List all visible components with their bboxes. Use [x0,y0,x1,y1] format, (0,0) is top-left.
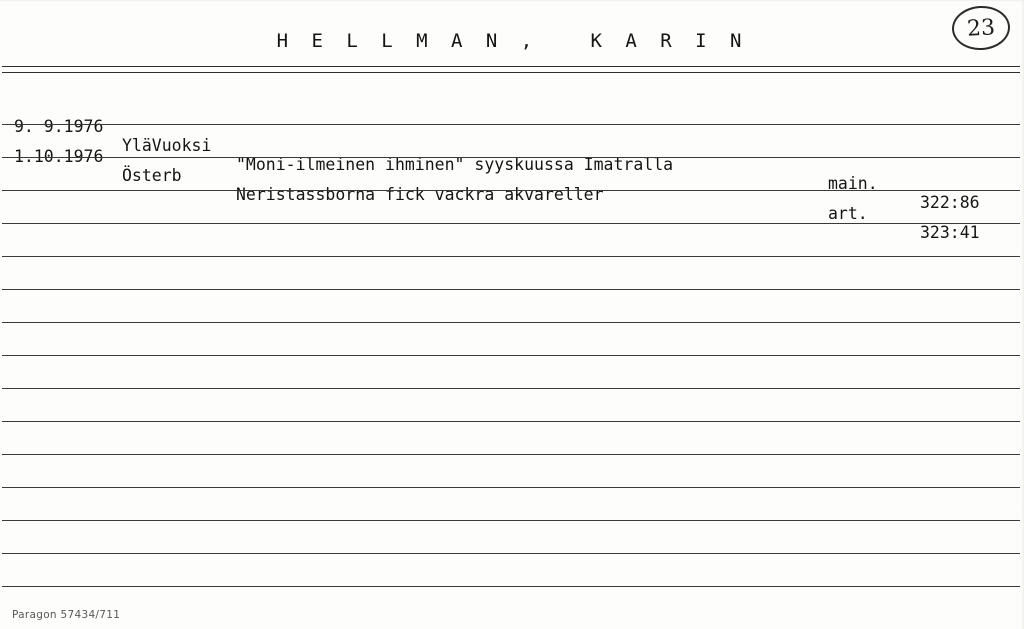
ruled-line [2,289,1020,290]
page-title: H E L L M A N , K A R I N [276,30,748,52]
entry-source: YläVuoksi [122,136,212,155]
paper-edge-top [0,0,1024,2]
entry-type: art. [828,204,868,223]
ruled-line [2,487,1020,488]
ruled-line [2,190,1020,191]
ruled-line [2,553,1020,554]
ruled-line [2,124,1020,125]
ruled-line [2,454,1020,455]
ruled-line [2,586,1020,587]
footer-imprint: Paragon 57434/711 [12,609,121,621]
entry-source: Österb [122,166,182,185]
entry-title: Neristassborna fick vackra akvareller [236,185,604,204]
ruled-line [2,355,1020,356]
entry-reference: 322:86 [920,193,980,212]
ruled-line [2,421,1020,422]
ruled-line [2,322,1020,323]
ruled-line [2,157,1020,158]
ruled-line [2,256,1020,257]
ruled-line [2,520,1020,521]
card-number-badge: 23 [951,5,1011,52]
entry-type: main. [828,174,878,193]
entry-reference: 323:41 [920,223,980,242]
ruled-line [2,388,1020,389]
entry-date: 9. 9.1976 [14,117,104,136]
header-rule-top [2,66,1020,67]
ruled-line [2,223,1020,224]
header-rule-bottom [2,72,1020,73]
entry-title: "Moni-ilmeinen ihminen" syyskuussa Imatralla [236,155,674,174]
entry-date: 1.10.1976 [14,147,104,166]
